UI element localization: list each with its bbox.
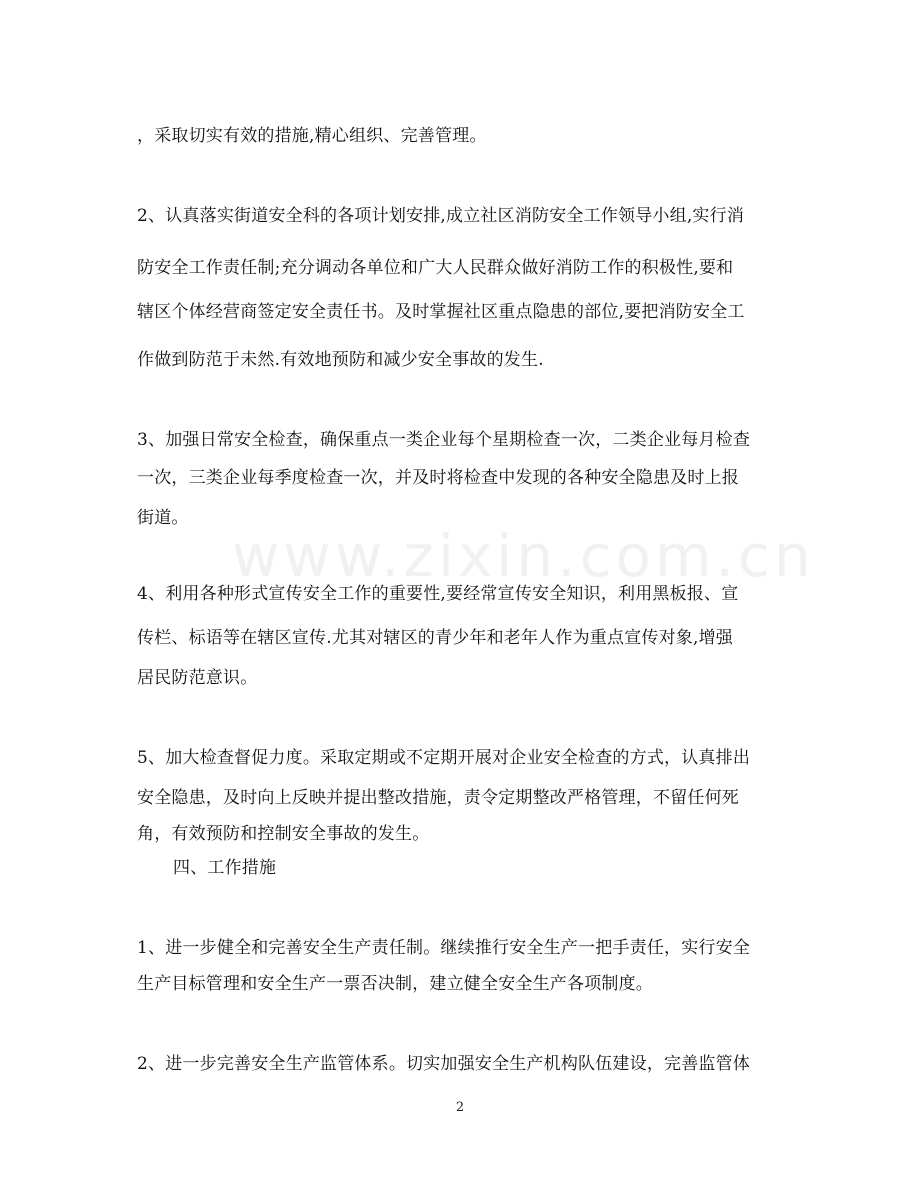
text-line: 2、进一步完善安全生产监管体系。切实加强安全生产机构队伍建设，完善监管体 — [137, 1054, 751, 1074]
page-number: 2 — [455, 1100, 465, 1115]
text-line: 生产目标管理和安全生产一票否决制，建立健全安全生产各项制度。 — [137, 974, 653, 994]
text-line: 传栏、标语等在辖区宣传.尤其对辖区的青少年和老年人作为重点宣传对象,增强 — [137, 628, 734, 648]
text-line: 3、加强日常安全检查，确保重点一类企业每个星期检查一次，二类企业每月检查 — [137, 430, 751, 450]
text-line: 居民防范意识。 — [137, 668, 258, 688]
text-line: 1、进一步健全和完善安全生产责任制。继续推行安全生产一把手责任，实行安全 — [137, 938, 751, 958]
text-line: 安全隐患，及时向上反映并提出整改措施，责令定期整改严格管理，不留任何死 — [137, 788, 739, 808]
section-heading: 四、工作措施 — [173, 858, 277, 878]
text-line: 角，有效预防和控制安全事故的发生。 — [137, 824, 430, 844]
text-line: ，采取切实有效的措施,精心组织、完善管理。 — [137, 126, 487, 146]
text-line: 一次，三类企业每季度检查一次，并及时将检查中发现的各种安全隐患及时上报 — [137, 468, 739, 488]
text-line: 2、认真落实街道安全科的各项计划安排,成立社区消防安全工作领导小组,实行消 — [137, 206, 745, 226]
text-line: 防安全工作责任制;充分调动各单位和广大人民群众做好消防工作的积极性,要和 — [137, 258, 734, 278]
text-line: 作做到防范于未然.有效地预防和减少安全事故的发生. — [137, 350, 544, 370]
text-line: 4、利用各种形式宣传安全工作的重要性,要经常宣传安全知识，利用黑板报、宣 — [137, 584, 739, 604]
text-line: 街道。 — [137, 508, 189, 528]
text-line: 辖区个体经营商签定安全责任书。及时掌握社区重点隐患的部位,要把消防安全工 — [137, 302, 745, 322]
watermark: www.zixin.com.cn — [232, 522, 815, 590]
text-line: 5、加大检查督促力度。采取定期或不定期开展对企业安全检查的方式，认真排出 — [137, 748, 751, 768]
